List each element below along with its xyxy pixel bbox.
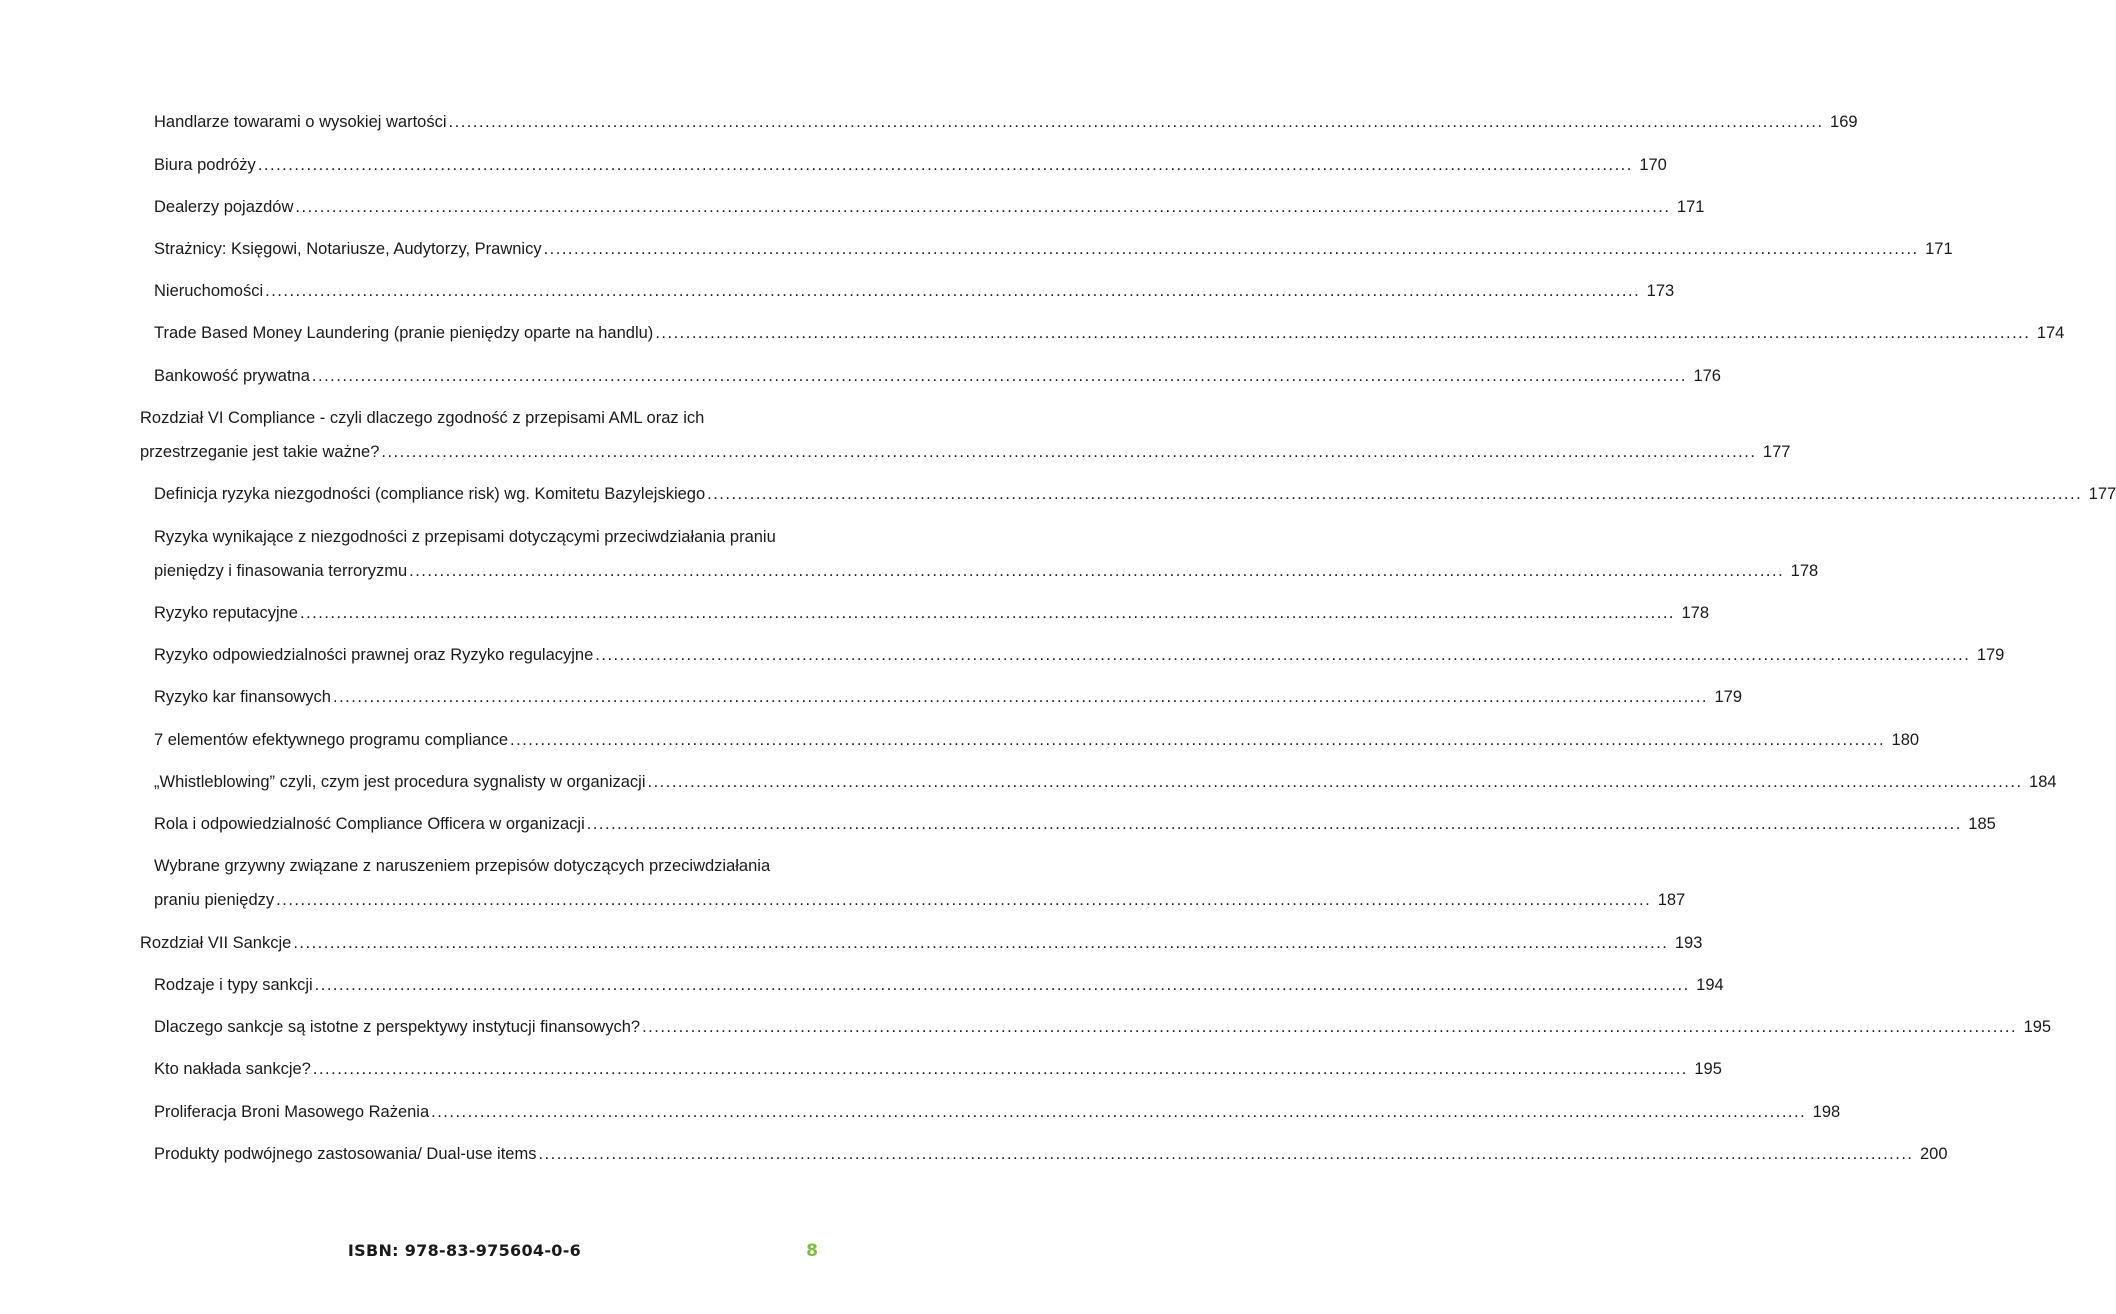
dot-leader [642,1017,2017,1037]
toc-entry-title: Nieruchomości [154,282,264,300]
toc-entry-page: 179 [1714,688,1743,706]
dot-leader [587,814,1962,834]
dot-leader [300,603,1675,623]
footer-isbn: ISBN: 978-83-975604-0-6 [347,1241,582,1260]
toc-entry-title: Trade Based Money Laundering (pranie pieniędzy oparte na handlu) [154,324,654,342]
toc-chapter-entry[interactable] [140,408,1791,462]
toc-entry-page: 173 [1646,282,1675,300]
toc-entry-page: 178 [1681,604,1710,622]
toc-entry-page: 185 [1968,815,1996,833]
toc-entry[interactable] [154,856,1686,910]
toc-entry[interactable] [154,197,1705,217]
toc-entry[interactable] [154,527,1819,581]
toc-entry-title: Dlaczego sankcje są istotne z perspektywy instytucji finansowych? [154,1018,641,1036]
toc-entry-title: „Whistleblowing” czyli, czym jest procedura sygnalisty w organizacji [154,773,646,791]
toc-entry-title: Rodzaje i typy sankcji [154,976,313,994]
dot-leader [295,197,1670,217]
dot-leader [313,1059,1688,1079]
toc-entry-title: Rozdział VII Sankcje [140,934,292,952]
toc-entry[interactable] [154,112,1858,132]
toc-entry[interactable] [154,1017,2052,1037]
toc-entry-page: 195 [1694,1060,1722,1078]
toc-entry-page: 171 [1676,198,1705,216]
toc-entry-page: 200 [1919,1145,1948,1163]
toc-entry-title-line1: Wybrane grzywny związane z naruszeniem przepisów dotyczących przeciwdziałania [154,857,771,875]
dot-leader [293,933,1668,953]
dot-leader [258,155,1633,175]
toc-entry-title: Handlarze towarami o wysokiej wartości [154,113,447,131]
toc-entry-page: 180 [1891,731,1920,749]
toc-entry-page: 174 [2036,324,2065,342]
toc-entry-title: Ryzyko odpowiedzialności prawnej oraz Ryzyko regulacyjne [154,646,594,664]
toc-entry-title-line1: Rozdział VI Compliance - czyli dlaczego zgodność z przepisami AML oraz ich [140,409,705,427]
toc-entry[interactable] [154,772,2057,792]
toc-entry-title: Kto nakłada sankcje? [154,1060,311,1078]
toc-entry-page: 187 [1657,891,1686,909]
toc-entry-title: Bankowość prywatna [154,367,310,385]
dot-leader [595,645,1970,665]
toc-entry-title: 7 elementów efektywnego programu compliance [154,731,509,749]
toc-entry-page: 170 [1639,156,1667,174]
toc-entry-page: 176 [1693,367,1721,385]
toc-entry-page: 171 [1925,240,1953,258]
toc-entry-title: Strażnicy: Księgowi, Notariusze, Audytorzy, Prawnicy [154,240,542,258]
dot-leader [315,975,1690,995]
toc-entry-page: 198 [1812,1103,1841,1121]
toc-entry[interactable] [154,323,2065,343]
dot-leader [409,561,1784,581]
toc-entry-page: 193 [1674,934,1703,952]
toc-entry-title: Biura podróży [154,156,256,174]
dot-leader [655,323,2030,343]
toc-entry[interactable] [154,603,1710,623]
toc-entry-title: Rola i odpowiedzialność Compliance Officera w organizacji [154,815,585,833]
toc-entry-page: 169 [1830,113,1858,131]
toc-entry-title: pieniędzy i finasowania terroryzmu [154,562,408,580]
toc-entry[interactable] [154,730,1920,750]
toc-entry-title: praniu pieniędzy [154,891,275,909]
toc-entry-title: Ryzyko reputacyjne [154,604,298,622]
dot-leader [538,1144,1913,1164]
toc-entry[interactable] [154,281,1675,301]
toc-entry[interactable] [154,814,1996,834]
toc-entry-title: Definicja ryzyka niezgodności (compliance risk) wg. Komitetu Bazylejskiego [154,485,706,503]
toc-entry-title: Produkty podwójnego zastosowania/ Dual-use items [154,1145,537,1163]
dot-leader [449,112,1824,132]
dot-leader [333,687,1708,707]
toc-entry-title: przestrzeganie jest takie ważne? [140,443,380,461]
dot-leader [276,890,1651,910]
footer-page-number: 8 [806,1241,818,1261]
toc-entry[interactable] [154,1102,1841,1122]
toc-entry-page: 179 [1976,646,2005,664]
toc-entry-page: 194 [1696,976,1724,994]
dot-leader [431,1102,1806,1122]
toc-entry-title: Dealerzy pojazdów [154,198,294,216]
dot-leader [510,730,1885,750]
dot-leader [544,239,1919,259]
toc-chapter-entry[interactable] [140,933,1703,953]
toc-entry[interactable] [154,239,1953,259]
toc-entry-title: Proliferacja Broni Masowego Rażenia [154,1103,430,1121]
toc-entry-title-line1: Ryzyka wynikające z niezgodności z przepisami dotyczącymi przeciwdziałania praniu [154,528,776,546]
toc-entry[interactable] [154,484,2116,504]
toc-entry-page: 177 [1762,443,1791,461]
toc-entry[interactable] [154,1059,1722,1079]
toc-entry[interactable] [154,155,1667,175]
toc-entry-page: 184 [2029,773,2057,791]
dot-leader [381,442,1756,462]
dot-leader [707,484,2082,504]
toc-entry[interactable] [154,366,1721,386]
toc-entry[interactable] [154,1144,1948,1164]
toc-entry[interactable] [154,975,1724,995]
toc-entry[interactable] [154,645,2005,665]
toc-entry-title: Ryzyko kar finansowych [154,688,331,706]
toc-entry-page: 195 [2023,1018,2052,1036]
toc-entry[interactable] [154,687,1743,707]
toc-entry-page: 177 [2088,485,2116,503]
toc-entry-page: 178 [1790,562,1819,580]
dot-leader [648,772,2023,792]
dot-leader [265,281,1640,301]
dot-leader [312,366,1687,386]
